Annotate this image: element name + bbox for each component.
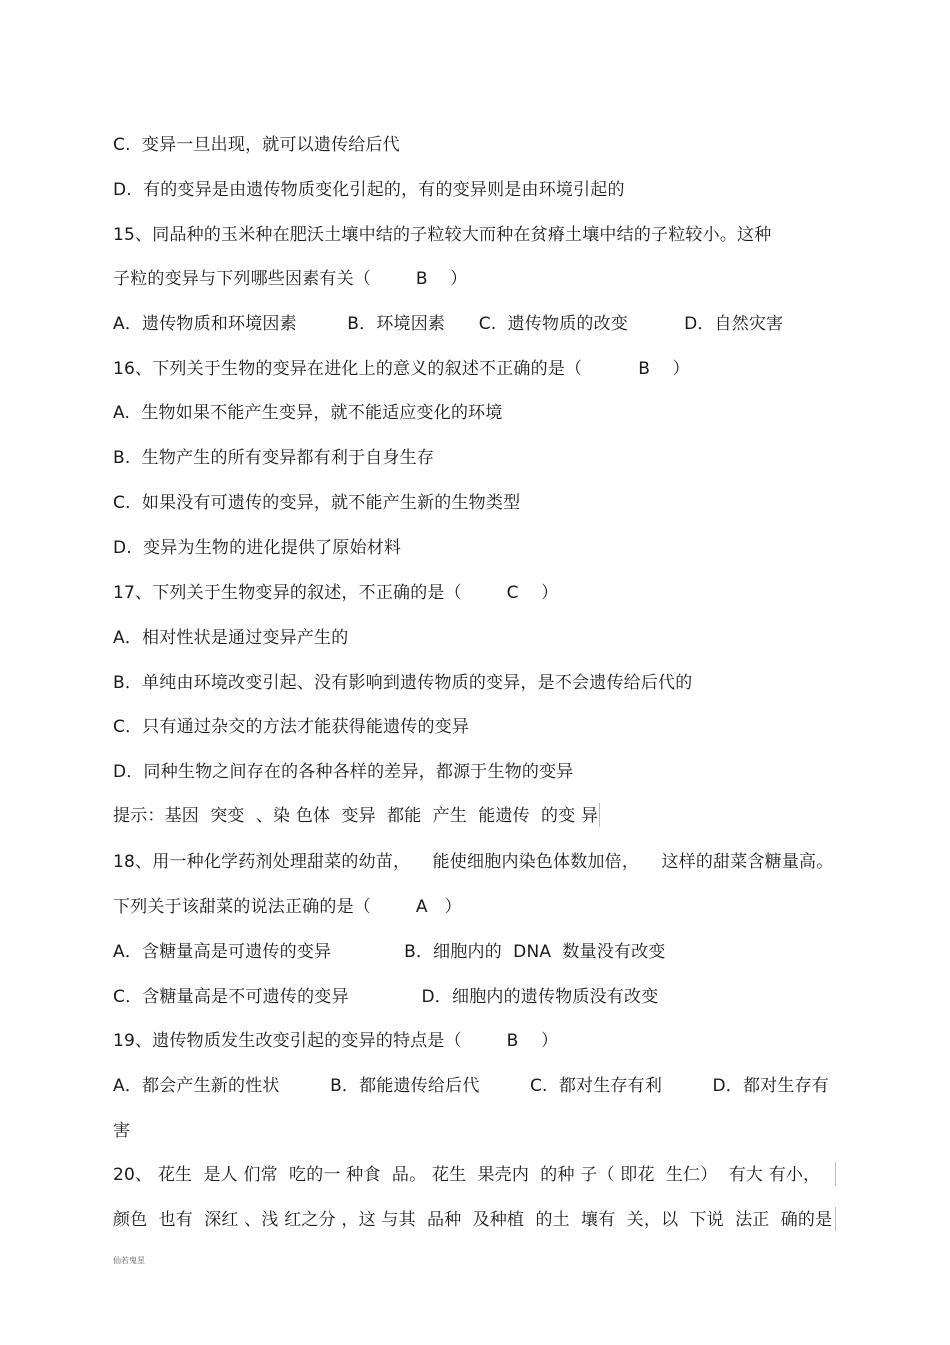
option-line: B．单纯由环境改变引起、没有影响到遗传物质的变异，是不会遗传给后代的 — [113, 673, 693, 693]
question-17: 17、下列关于生物变异的叙述，不正确的是（ C ） — [113, 583, 559, 603]
question-19-options-cont: 害 — [113, 1121, 131, 1141]
option-line: A. 生物如果不能产生变异，就不能适应变化的环境 — [113, 403, 503, 423]
question-19-options: A．都会产生新的性状 B．都能遗传给后代 C. 都对生存有利 D．都对生存有 — [113, 1076, 829, 1096]
question-18-cont: 下列关于该甜菜的说法正确的是（ A ） — [113, 897, 462, 917]
question-15-options: A．遗传物质和环境因素 B．环境因素 C. 遗传物质的改变 D．自然灾害 — [113, 314, 784, 334]
question-18-options: A．含糖量高是可遗传的变异 B．细胞内的 DNA 数量没有改变 — [113, 942, 666, 962]
option-line: C. 变异一旦出现，就可以遗传给后代 — [113, 135, 400, 155]
divider — [599, 803, 600, 827]
option-line: B. 生物产生的所有变异都有利于自身生存 — [113, 448, 435, 468]
option-line: C．只有通过杂交的方法才能获得能遗传的变异 — [113, 717, 470, 737]
question-15: 15、同品种的玉米种在肥沃土壤中结的子粒较大而种在贫瘠土壤中结的子粒较小。这种 — [113, 225, 772, 245]
divider — [835, 1162, 836, 1186]
question-20: 20、 花生 是人 们常 吃的一 种食 品。 花生 果壳内 的种 子（ 即花 生仁） 有大 有小， — [113, 1165, 821, 1185]
question-15-cont: 子粒的变异与下列哪些因素有关（ B ） — [113, 269, 468, 289]
option-line: C. 如果没有可遗传的变异，就不能产生新的生物类型 — [113, 493, 521, 513]
question-19: 19、遗传物质发生改变引起的变异的特点是（ B ） — [113, 1031, 559, 1051]
footer-text: 仙若鬼星 — [113, 1256, 145, 1265]
option-line: A．相对性状是通过变异产生的 — [113, 628, 349, 648]
question-18: 18、用一种化学药剂处理甜菜的幼苗， 能使细胞内染色体数加倍， 这样的甜菜含糖量高。 — [113, 852, 834, 872]
question-20-cont: 颜色 也有 深红 、浅 红之分 ，这 与其 品种 及种植 的土 壤有 关，以 下说 法正 确的是 — [113, 1210, 833, 1230]
option-line: D. 有的变异是由遗传物质变化引起的，有的变异则是由环境引起的 — [113, 180, 625, 200]
question-18-options: C．含糖量高是不可遗传的变异 D．细胞内的遗传物质没有改变 — [113, 987, 659, 1007]
divider — [835, 1207, 836, 1231]
option-line: D. 变异为生物的进化提供了原始材料 — [113, 538, 402, 558]
question-16: 16、下列关于生物的变异在进化上的意义的叙述不正确的是（ B ） — [113, 359, 690, 379]
option-line: D．同种生物之间存在的各种各样的差异，都源于生物的变异 — [113, 762, 574, 782]
hint-line: 提示：基因 突变 、染 色体 变异 都能 产生 能遗传 的变 异 — [113, 806, 599, 826]
